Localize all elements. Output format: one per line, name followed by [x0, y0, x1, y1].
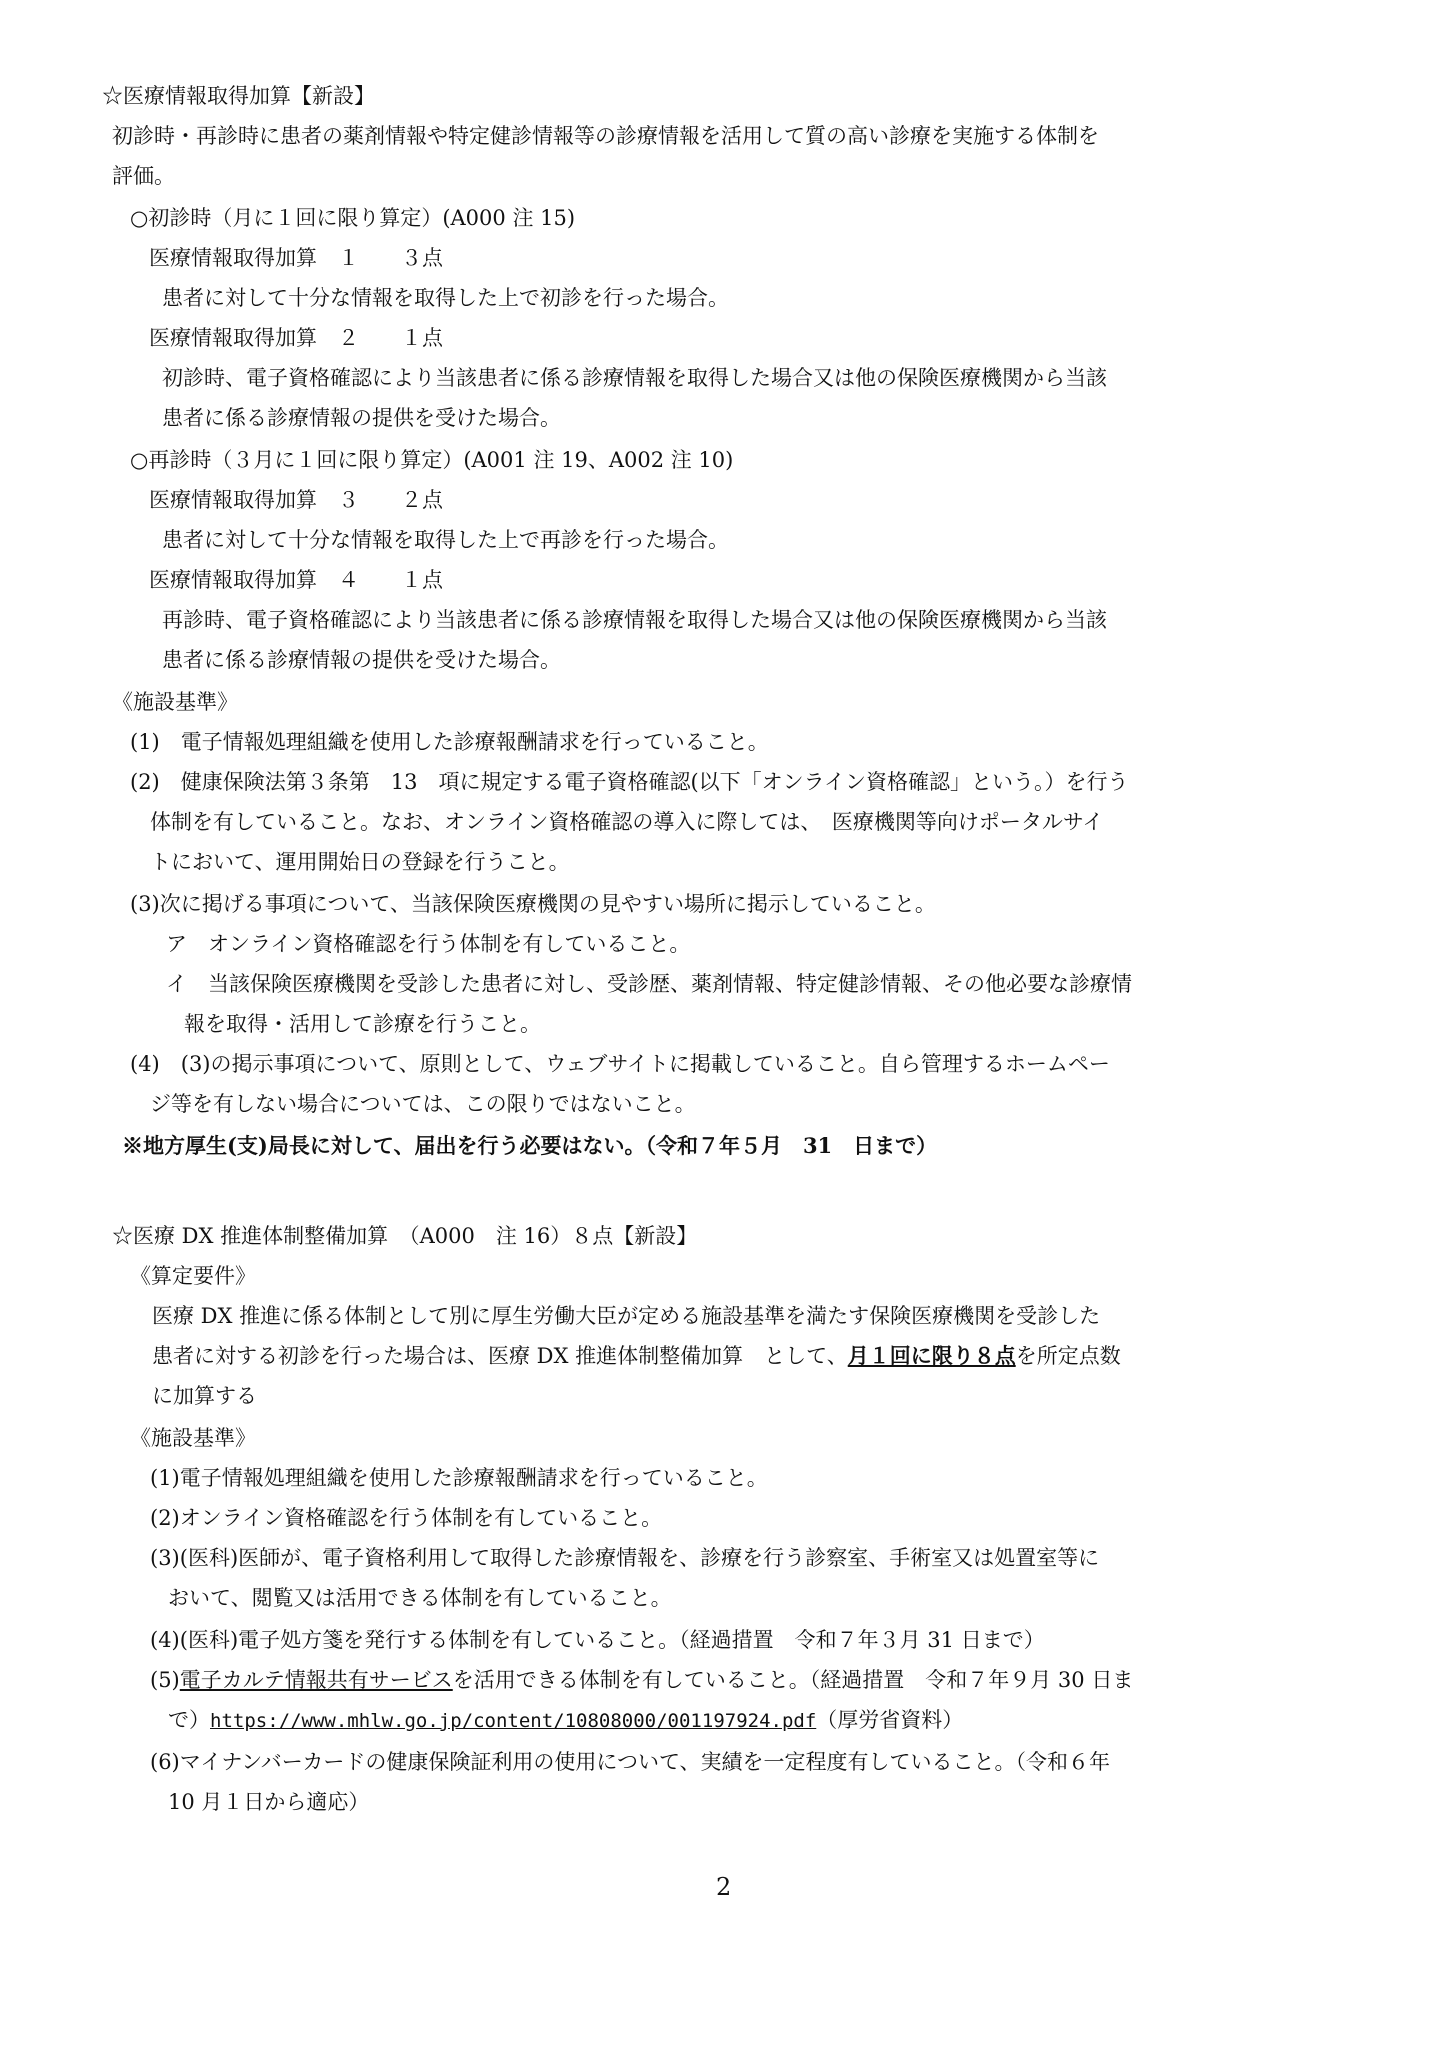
criterion-3b-line2: 報を取得・活用して診療を行うこと。: [184, 1012, 541, 1036]
item2-desc-line2: 患者に係る診療情報の提供を受けた場合。: [162, 406, 561, 430]
criterion-3a: ア オンライン資格確認を行う体制を有していること。: [166, 932, 691, 956]
criterion-2-line1: (2) 健康保険法第３条第 13 項に規定する電子資格確認(以下「オンライン資格確認」という。）を行う: [130, 770, 1129, 794]
dx-criterion-5-line2-pre: で）: [168, 1708, 210, 1732]
section2-criteria-heading: 《施設基準》: [130, 1426, 256, 1450]
item3-label: 医療情報取得加算 ３ ２点: [149, 488, 443, 512]
requirements-line1: 医療 DX 推進に係る体制として別に厚生労働大臣が定める施設基準を満たす保険医療機関を受診した: [152, 1304, 1101, 1328]
dx-criterion-5-text: を活用できる体制を有していること。（経過措置 令和７年９月 30 日ま: [452, 1668, 1134, 1692]
requirements-heading: 《算定要件》: [130, 1264, 256, 1288]
item4-label: 医療情報取得加算 ４ １点: [149, 568, 443, 592]
dx-criterion-5-line1: [150, 1666, 1133, 1694]
dx-criterion-3-line1: (3)(医科)医師が、電子資格利用して取得した診療情報を、診療を行う診察室、手術室又は処置室等に: [150, 1546, 1100, 1570]
dx-criterion-2: (2)オンライン資格確認を行う体制を有していること。: [150, 1506, 663, 1530]
item1-desc: 患者に対して十分な情報を取得した上で初診を行った場合。: [162, 286, 729, 310]
item1-label: 医療情報取得加算 １ ３点: [149, 246, 443, 270]
criterion-3: (3)次に掲げる事項について、当該保険医療機関の見やすい場所に掲示していること。: [130, 892, 936, 916]
criterion-2-line2: 体制を有していること。なお、オンライン資格確認の導入に際しては、 医療機関等向けポータルサイ: [150, 810, 1104, 834]
section2-title: ☆医療 DX 推進体制整備加算 （A000 注 16）８点【新設】: [112, 1224, 698, 1248]
section1-title: ☆医療情報取得加算【新設】: [102, 84, 375, 108]
item2-label: 医療情報取得加算 ２ １点: [149, 326, 443, 350]
dx-criterion-6-line2: 10 月１日から適応）: [168, 1790, 370, 1814]
requirements-emphasis: 月１回に限り８点: [847, 1343, 1016, 1368]
requirements-line3: に加算する: [152, 1384, 257, 1408]
criterion-1: (1) 電子情報処理組織を使用した診療報酬請求を行っていること。: [130, 730, 769, 754]
requirements-line2-pre: 患者に対する初診を行った場合は、医療 DX 推進体制整備加算 として、: [152, 1344, 848, 1368]
requirements-line2-post: を所定点数: [1015, 1344, 1121, 1368]
page-number: 2: [716, 1873, 732, 1901]
item4-desc-line2: 患者に係る診療情報の提供を受けた場合。: [162, 648, 561, 672]
revisit-heading: ○再診時（３月に１回に限り算定）(A001 注 19、A002 注 10): [130, 448, 734, 472]
criterion-2-line3: トにおいて、運用開始日の登録を行うこと。: [150, 850, 570, 874]
dx-criterion-5-prefix: (5): [150, 1668, 180, 1692]
dx-criterion-1: (1)電子情報処理組織を使用した診療報酬請求を行っていること。: [150, 1466, 768, 1490]
criterion-4-line2: ジ等を有しない場合については、この限りではないこと。: [150, 1092, 696, 1116]
item2-desc-line1: 初診時、電子資格確認により当該患者に係る診療情報を取得した場合又は他の保険医療機関から当該: [162, 366, 1107, 390]
section1-intro-line2: 評価。: [112, 164, 175, 188]
dx-criterion-4: (4)(医科)電子処方箋を発行する体制を有していること。（経過措置 令和７年３月 31 日まで）: [150, 1628, 1045, 1652]
criterion-3b-line1: イ 当該保険医療機関を受診した患者に対し、受診歴、薬剤情報、特定健診情報、その他必要な診療情: [166, 972, 1132, 996]
dx-criterion-5-line2-post: （厚労省資料）: [816, 1708, 964, 1732]
dx-criterion-3-line2: おいて、閲覧又は活用できる体制を有していること。: [168, 1586, 672, 1610]
notification-note: ※地方厚生(支)局長に対して、届出を行う必要はない。（令和７年５月 31 日まで）: [122, 1133, 938, 1158]
item4-desc-line1: 再診時、電子資格確認により当該患者に係る診療情報を取得した場合又は他の保険医療機関から当該: [162, 608, 1107, 632]
ehr-sharing-service-link[interactable]: 電子カルテ情報共有サービス: [179, 1668, 453, 1692]
item3-desc: 患者に対して十分な情報を取得した上で再診を行った場合。: [162, 528, 729, 552]
criterion-4-line1: (4) (3)の掲示事項について、原則として、ウェブサイトに掲載していること。自ら管理するホームペー: [130, 1052, 1110, 1076]
criteria-heading: 《施設基準》: [112, 690, 238, 714]
section1-intro-line1: 初診時・再診時に患者の薬剤情報や特定健診情報等の診療情報を活用して質の高い診療を実施する体制を: [112, 124, 1099, 148]
requirements-line2: [152, 1342, 1121, 1370]
dx-criterion-5-line2: [168, 1706, 963, 1735]
mhlw-pdf-link[interactable]: https://www.mhlw.go.jp/content/10808000/001197924.pdf: [210, 1710, 817, 1732]
first-visit-heading: ○初診時（月に１回に限り算定）(A000 注 15): [130, 206, 576, 230]
dx-criterion-6-line1: (6)マイナンバーカードの健康保険証利用の使用について、実績を一定程度有していること。（令和６年: [150, 1750, 1111, 1774]
